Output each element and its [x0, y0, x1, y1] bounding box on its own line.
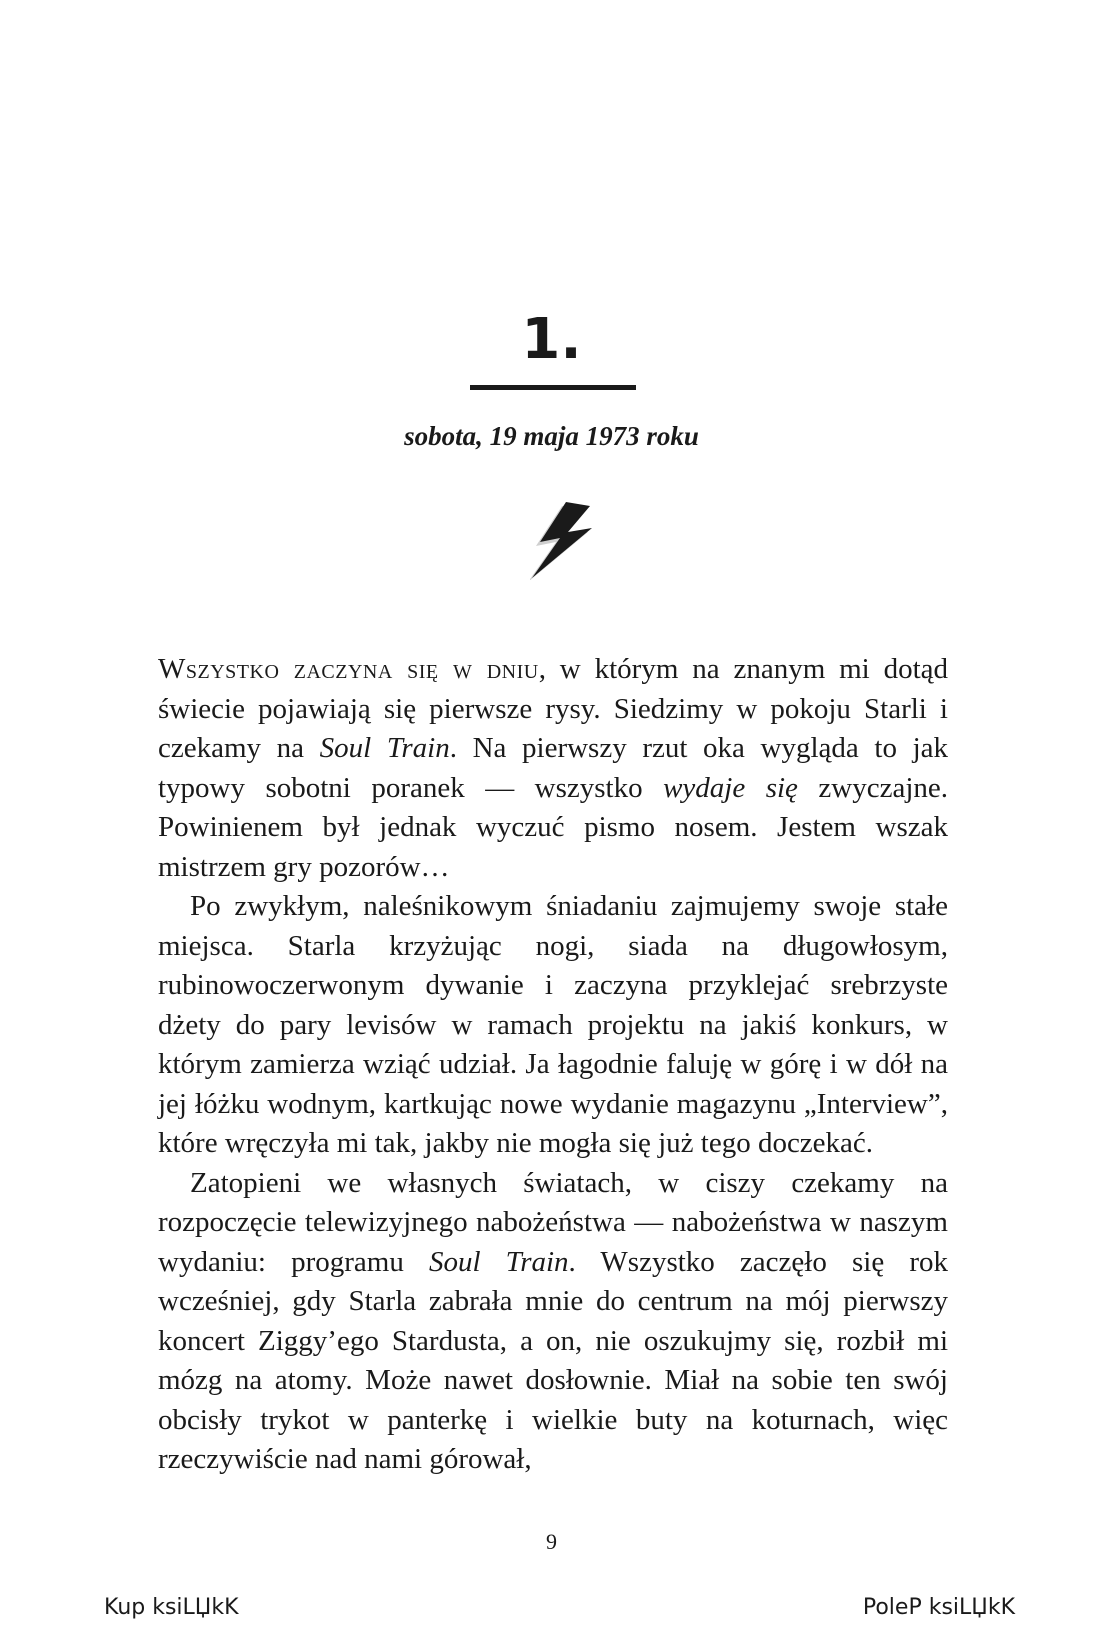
paragraph-lead: Wszystko zaczyna się w dniu [158, 653, 539, 685]
chapter-number: 1. [521, 307, 582, 372]
chapter-body [158, 650, 948, 1480]
page-number: 9 [546, 1529, 557, 1554]
text-segment: . Na pierwszy rzut oka wygląda to jak typowy sobotni poranek — wszystko [158, 732, 948, 804]
text-segment: zwyczajne. Powinienem był jednak wyczuć pismo nosem. Jestem wszak mistrzem gry pozorów… [158, 771, 948, 883]
italic-emphasis: wydaje się [663, 771, 798, 804]
text-segment: . Wszystko zaczęło się rok wcześniej, gdy Starla zabrała mnie do centrum na mój pierwszy koncert Ziggy’ego Stardusta, a on, nie oszukujmy się, rozbił mi mózg na atomy. Może nawet dosłownie. Miał na sobie ten swój obcisły trykot w panterkę i wielkie buty na koturnach, więc rzeczywiście nad nami górował, [158, 1245, 949, 1475]
footer-buy-book-link[interactable]: Kup ksiLЏkK [104, 1595, 239, 1620]
text-segment: Po zwykłym, naleśnikowym śniadaniu zajmujemy swoje stałe miejsca. Starla krzyżując nogi, siada na długowłosym, rubinowoczerwonym dywanie i zaczyna przyklejać srebrzyste dżety do pary levisów w ramach projektu na jakiś konkurs, w którym zamierza wziąć udział. Ja łagodnie faluję w górę i w dół na jej łóżku wodnym, kartkując nowe wydanie magazynu „Interview”, które wręczyła mi tak, jakby nie mogła się już tego doczekać. [158, 890, 948, 1159]
paragraph-3 [158, 1164, 948, 1480]
chapter-date: sobota, 19 maja 1973 roku [404, 421, 699, 451]
paragraph-1 [158, 650, 948, 887]
text-segment: , w którym na znanym mi dotąd świecie pojawiają się pierwsze rysy. Siedzimy w pokoju Starli i czekamy na [158, 653, 948, 764]
paragraph-2 [158, 887, 948, 1164]
italic-title: Soul Train [428, 1245, 569, 1278]
italic-title: Soul Train [319, 732, 450, 764]
text-segment: Zatopieni we własnych światach, w ciszy czekamy na rozpoczęcie telewizyjnego nabożeństwa — nabożeństwa w naszym wydaniu: programu [158, 1166, 948, 1278]
lightning-bolt-icon [530, 500, 596, 580]
chapter-divider [470, 385, 636, 390]
footer-recommend-book-link[interactable]: PoleP ksiLЏkK [862, 1595, 1015, 1620]
